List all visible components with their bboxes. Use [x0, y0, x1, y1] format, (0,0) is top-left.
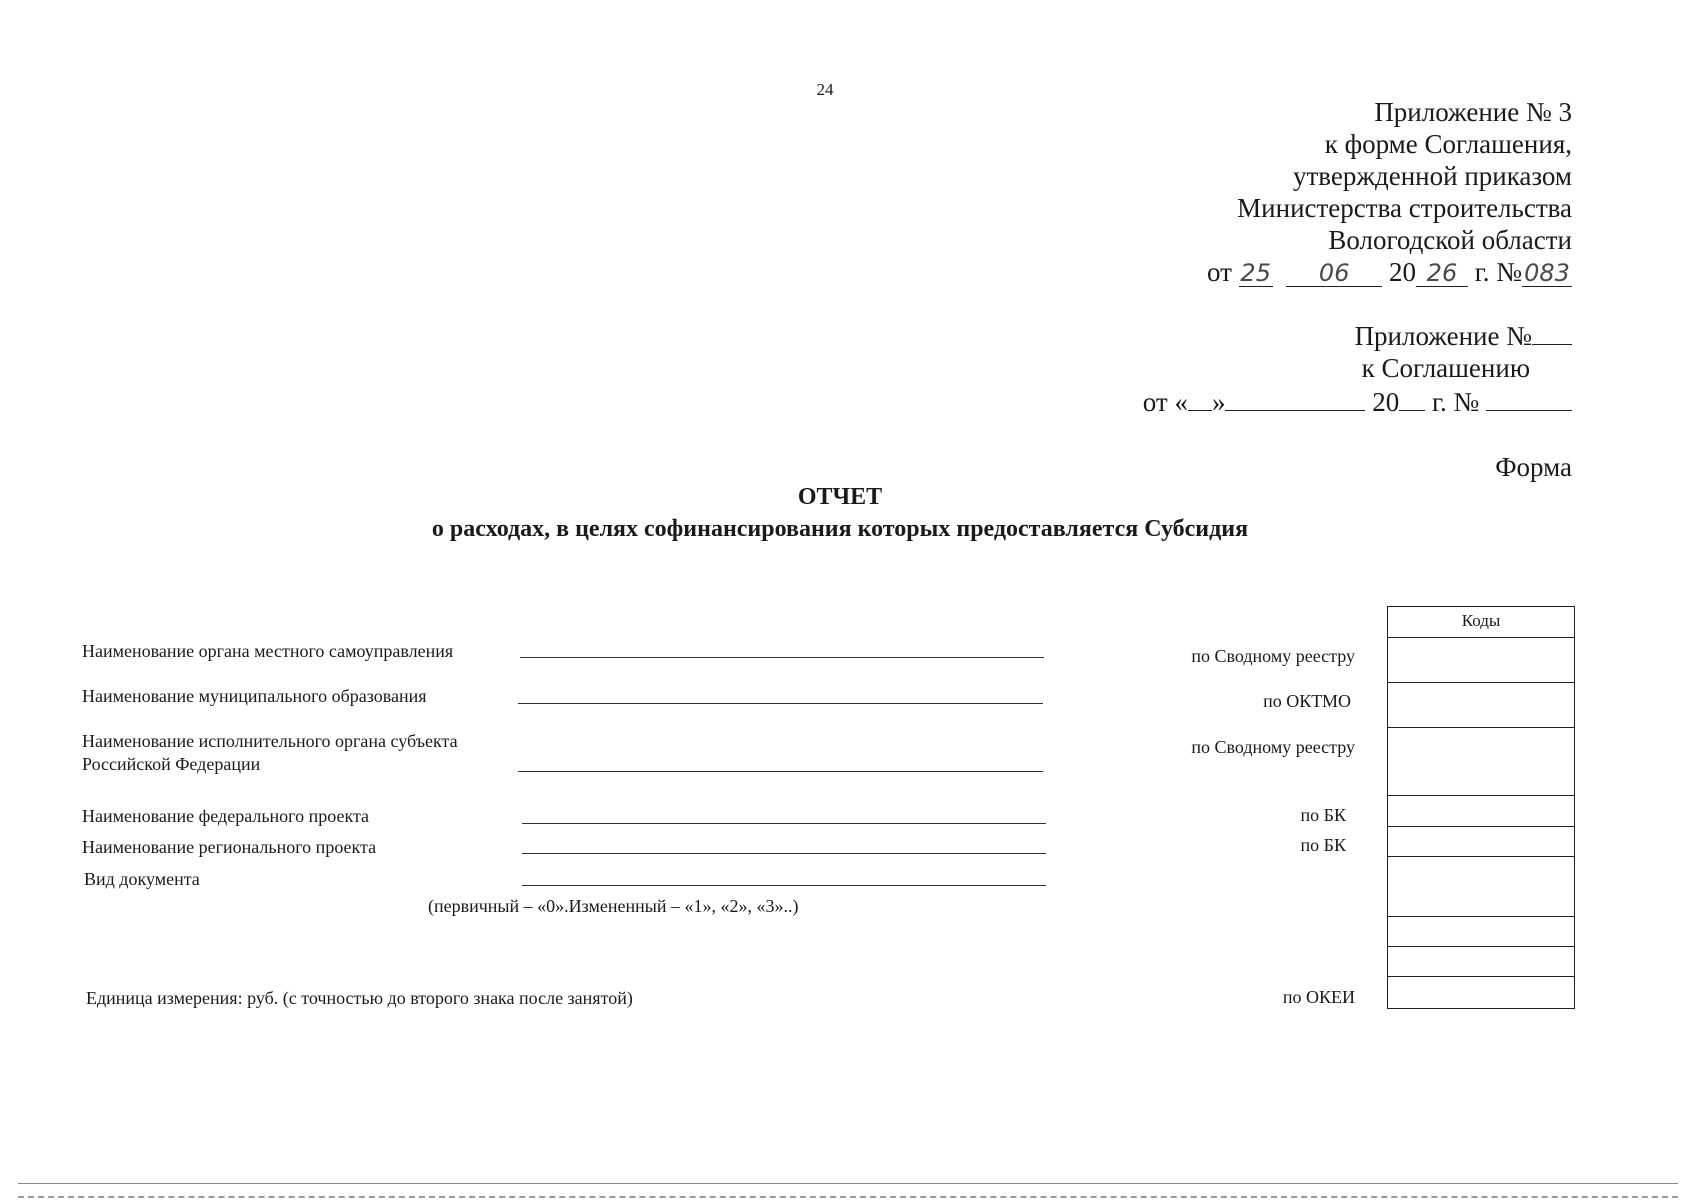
code-label-bk-1: по БК — [1300, 805, 1346, 825]
code-cell-registry-2[interactable] — [1388, 728, 1574, 796]
field-input-doc-type[interactable] — [522, 885, 1046, 886]
bottom-rule-dashed — [18, 1196, 1678, 1198]
report-title: ОТЧЕТ — [797, 484, 883, 510]
appendix-3-line-4: Министерства строительства — [1237, 193, 1572, 223]
appendix-3-header — [1207, 96, 1572, 288]
order-date-prefix: от — [1207, 257, 1232, 287]
bottom-rule — [18, 1183, 1678, 1184]
agreement-date-mid: » — [1211, 387, 1226, 417]
field-label-regional-project: Наименование регионального проекта — [82, 837, 377, 857]
agreement-year-blank[interactable] — [1399, 386, 1425, 411]
order-year-prefix: 20 — [1388, 257, 1416, 287]
appendix-3-line-3: утвержденной приказом — [1292, 161, 1572, 191]
agreement-number-prefix: г. № — [1431, 387, 1480, 417]
field-label-executive-body-2: Российской Федерации — [82, 754, 261, 774]
agreement-date-prefix: от « — [1142, 387, 1188, 417]
code-label-registry-1: по Сводному реестру — [1191, 646, 1355, 666]
agreement-appendix-line-2: к Соглашению — [1361, 353, 1530, 383]
doc-type-hint: (первичный – «0».Измененный – «1», «2», «3»..) — [428, 896, 799, 916]
field-input-local-authority[interactable] — [520, 657, 1044, 658]
order-day: 25 — [1240, 259, 1271, 287]
field-input-municipality[interactable] — [518, 703, 1043, 704]
codes-header: Коды — [1388, 607, 1574, 638]
code-cell-oktmo[interactable] — [1388, 683, 1574, 728]
field-label-municipality: Наименование муниципального образования — [82, 686, 427, 706]
field-label-federal-project: Наименование федерального проекта — [82, 806, 370, 826]
code-label-registry-2: по Сводному реестру — [1191, 737, 1355, 757]
code-cell-empty-2[interactable] — [1388, 947, 1574, 977]
order-date-line — [1207, 256, 1572, 288]
agreement-appendix-number-blank[interactable] — [1532, 320, 1572, 345]
code-label-okei: по ОКЕИ — [1282, 987, 1355, 1007]
field-input-regional-project[interactable] — [522, 853, 1046, 854]
order-month: 06 — [1286, 260, 1382, 287]
agreement-number-blank[interactable] — [1486, 386, 1572, 411]
agreement-year-prefix: 20 — [1372, 387, 1400, 417]
code-cell-doc-type[interactable] — [1388, 857, 1574, 917]
order-number-prefix: г. № — [1474, 257, 1522, 287]
field-label-local-authority: Наименование органа местного самоуправления — [82, 641, 454, 661]
order-year-suffix: 26 — [1416, 260, 1468, 287]
field-label-doc-type: Вид документа — [84, 869, 200, 889]
agreement-day-blank[interactable] — [1188, 386, 1212, 411]
field-input-federal-project[interactable] — [522, 823, 1046, 824]
field-label-executive-body-1: Наименование исполнительного органа субъекта — [82, 731, 458, 751]
agreement-appendix-line-1 — [1355, 320, 1572, 352]
code-cell-okei[interactable] — [1388, 977, 1574, 1008]
agreement-month-blank[interactable] — [1225, 386, 1365, 411]
code-label-oktmo: по ОКТМО — [1263, 691, 1351, 711]
appendix-3-line-5: Вологодской области — [1328, 225, 1572, 255]
agreement-appendix-header — [1355, 320, 1572, 384]
appendix-3-line-2: к форме Соглашения, — [1324, 129, 1572, 159]
agreement-date-line — [1143, 386, 1572, 418]
code-cell-bk-2[interactable] — [1388, 827, 1574, 857]
code-cell-registry-1[interactable] — [1388, 638, 1574, 683]
order-number: 083 — [1522, 260, 1572, 287]
form-label: Форма — [1495, 452, 1572, 482]
codes-table — [1387, 606, 1575, 1009]
page-number: 24 — [816, 80, 834, 99]
report-subtitle: о расходах, в целях софинансирования которых предоставляется Субсидия — [431, 516, 1249, 542]
unit-of-measure: Единица измерения: руб. (с точностью до второго знака после занятой) — [86, 988, 633, 1008]
agreement-appendix-label: Приложение № — [1354, 321, 1532, 351]
code-cell-bk-1[interactable] — [1388, 796, 1574, 827]
field-input-executive-body[interactable] — [518, 771, 1043, 772]
code-label-bk-2: по БК — [1300, 835, 1346, 855]
appendix-3-line-1: Приложение № 3 — [1374, 97, 1572, 127]
code-cell-empty-1[interactable] — [1388, 917, 1574, 947]
